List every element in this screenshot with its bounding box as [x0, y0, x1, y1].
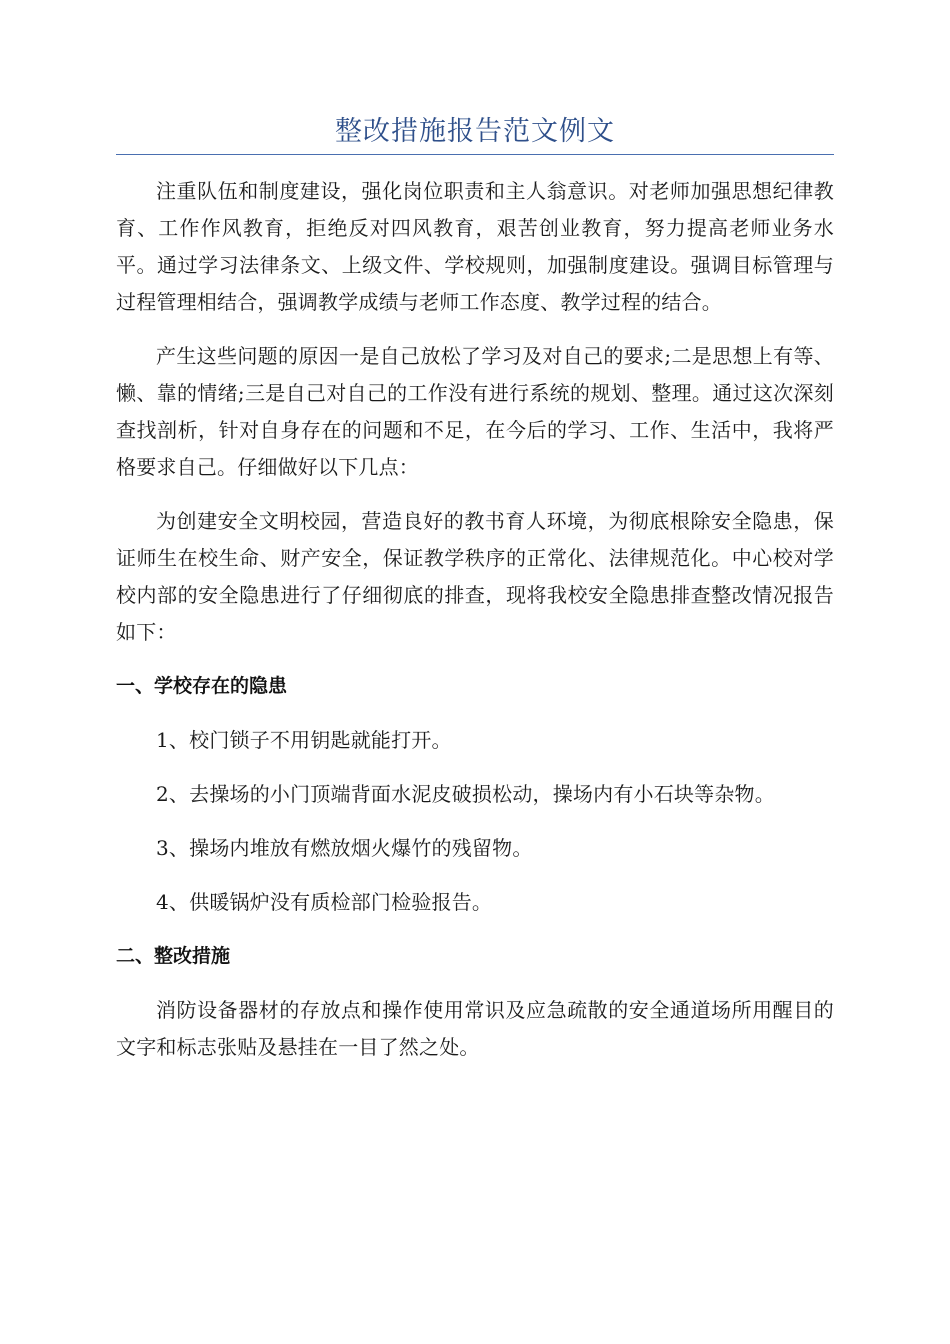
paragraph-2: 产生这些问题的原因一是自己放松了学习及对自己的要求;二是思想上有等、懒、靠的情绪;三是自己对自己的工作没有进行系统的规划、整理。通过这次深刻查找剖析，针对自身存在的问题和不足，在今后的学习、工作、生活中，我将严格要求自己。仔细做好以下几点：	[116, 344, 834, 479]
document-title: 整改措施报告范文例文	[116, 112, 834, 155]
hazard-item-2: 2、去操场的小门顶端背面水泥皮破损松动，操场内有小石块等杂物。	[156, 782, 775, 806]
hazard-item-4: 4、供暖锅炉没有质检部门检验报告。	[156, 890, 493, 914]
measures-paragraph: 消防设备器材的存放点和操作使用常识及应急疏散的安全通道场所用醒目的文字和标志张贴及悬挂在一目了然之处。	[116, 998, 834, 1059]
hazard-item-1: 1、校门锁子不用钥匙就能打开。	[156, 728, 452, 752]
paragraph-1: 注重队伍和制度建设，强化岗位职责和主人翁意识。对老师加强思想纪律教育、工作作风教育，拒绝反对四风教育，艰苦创业教育，努力提高老师业务水平。通过学习法律条文、上级文件、学校规则，加强制度建设。强调目标管理与过程管理相结合，强调教学成绩与老师工作态度、教学过程的结合。	[116, 179, 834, 314]
hazard-item-3: 3、操场内堆放有燃放烟火爆竹的残留物。	[156, 836, 533, 860]
section-heading-measures: 二、整改措施	[116, 945, 231, 967]
paragraph-3: 为创建安全文明校园，营造良好的教书育人环境，为彻底根除安全隐患，保证师生在校生命、财产安全，保证教学秩序的正常化、法律规范化。中心校对学校内部的安全隐患进行了仔细彻底的排查，现将我校安全隐患排查整改情况报告如下：	[116, 509, 834, 644]
document-page	[116, 112, 834, 1083]
section-heading-hazards: 一、学校存在的隐患	[116, 675, 288, 697]
